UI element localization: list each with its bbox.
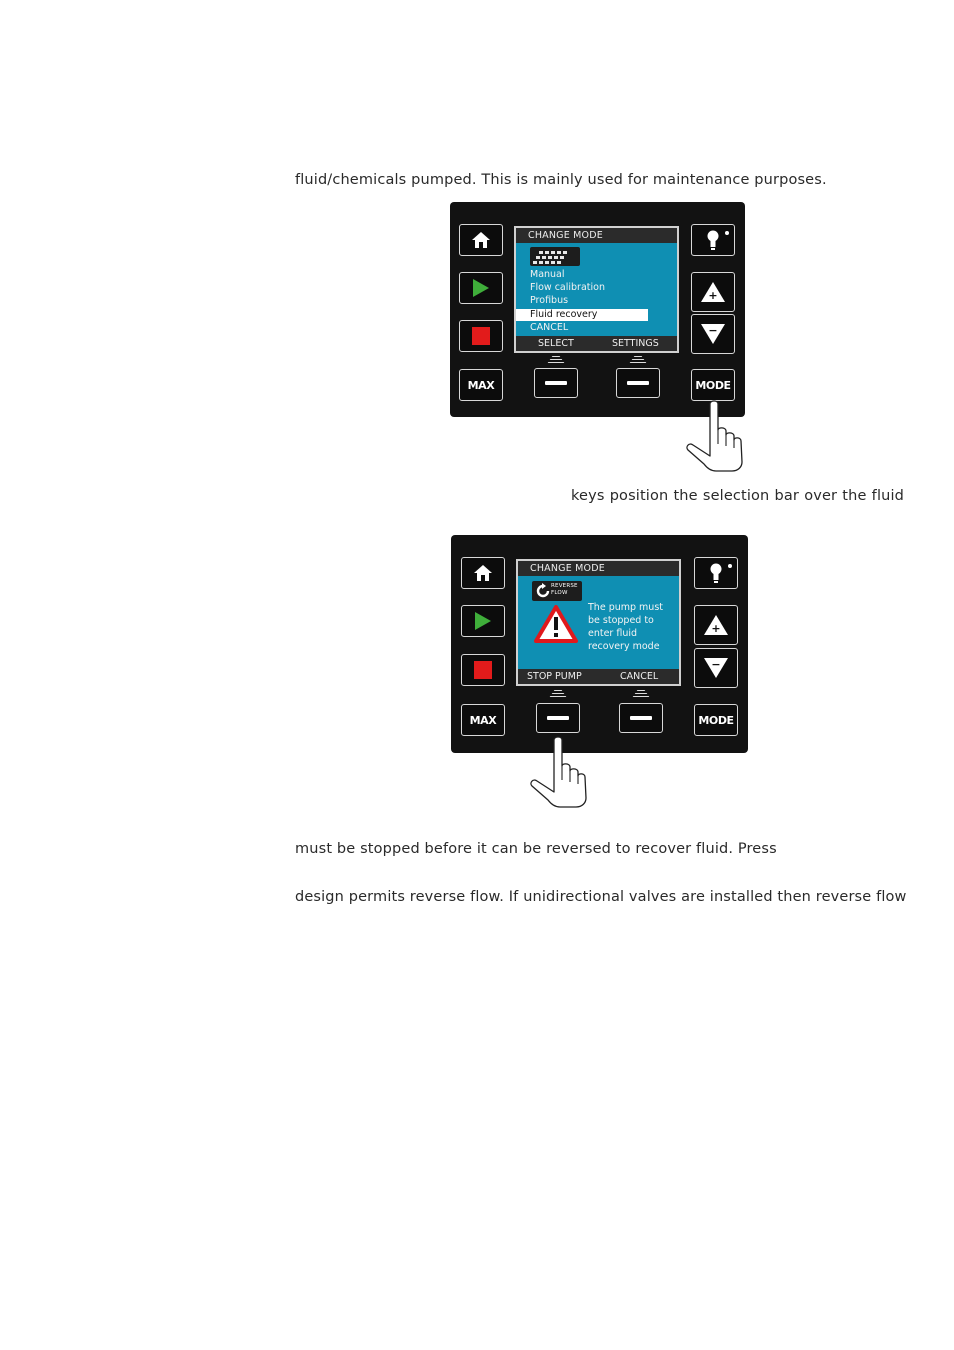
info-button[interactable] <box>691 224 735 256</box>
reverse-flow-label: REVERSE FLOW <box>551 583 578 596</box>
play-icon <box>472 278 490 298</box>
menu-item-flow-calibration[interactable]: Flow calibration <box>530 282 605 293</box>
pointing-hand-icon <box>524 736 594 808</box>
menu-item-profibus[interactable]: Profibus <box>530 295 569 306</box>
softkey-labels <box>516 336 677 351</box>
softkey-indicator-right <box>629 356 647 364</box>
stop-icon <box>472 327 490 345</box>
minus-sign: − <box>711 658 721 671</box>
home-button[interactable] <box>461 557 505 589</box>
screen-header: CHANGE MODE <box>518 561 679 576</box>
softkey-label-right: SETTINGS <box>612 338 659 349</box>
indicator-led <box>728 564 732 568</box>
pump-keypad-panel-1 <box>450 202 745 417</box>
info-bulb-icon <box>706 230 720 250</box>
softkey-indicator-left <box>547 356 565 364</box>
start-button[interactable] <box>461 605 505 637</box>
home-button[interactable] <box>459 224 503 256</box>
dash-icon <box>547 716 569 720</box>
increase-button[interactable] <box>694 605 738 645</box>
info-button[interactable] <box>694 557 738 589</box>
paragraph-line-4: design permits reverse flow. If unidirectional valves are installed then reverse flow <box>295 889 907 905</box>
pump-keypad-panel-2 <box>451 535 748 753</box>
dash-icon <box>630 716 652 720</box>
paragraph-line-2: keys position the selection bar over the fluid <box>571 488 904 504</box>
warning-message-line-4: recovery mode <box>588 641 660 652</box>
reverse-flow-icon <box>535 583 551 599</box>
softkey-indicator-right <box>632 690 650 698</box>
paragraph-line-3: must be stopped before it can be reversed to recover fluid. Press <box>295 841 777 857</box>
stop-icon <box>474 661 492 679</box>
down-arrow-icon <box>700 323 726 345</box>
menu-item-cancel[interactable]: CANCEL <box>530 322 569 333</box>
warning-message-line-1: The pump must <box>588 602 663 613</box>
stop-button[interactable] <box>459 320 503 352</box>
mode-badge <box>530 247 580 266</box>
warning-message-line-3: enter fluid <box>588 628 638 639</box>
up-arrow-icon <box>700 281 726 303</box>
right-softkey-button[interactable] <box>616 368 660 398</box>
down-arrow-icon <box>703 657 729 679</box>
mode-button[interactable]: MODE <box>694 704 738 736</box>
paragraph-line-1: fluid/chemicals pumped. This is mainly used for maintenance purposes. <box>295 172 827 188</box>
mode-button[interactable]: MODE <box>691 369 735 401</box>
info-bulb-icon <box>709 563 723 583</box>
dash-icon <box>627 381 649 385</box>
menu-item-fluid-recovery-selected[interactable]: Fluid recovery <box>516 309 648 321</box>
max-button[interactable]: MAX <box>459 369 503 401</box>
stop-button[interactable] <box>461 654 505 686</box>
warning-message-line-2: be stopped to <box>588 615 654 626</box>
home-icon <box>473 564 493 582</box>
softkey-label-left: SELECT <box>538 338 574 349</box>
max-button[interactable]: MAX <box>461 704 505 736</box>
softkey-label-right: CANCEL <box>620 671 659 682</box>
decrease-button[interactable] <box>694 648 738 688</box>
display-screen <box>514 226 679 353</box>
play-icon <box>474 611 492 631</box>
indicator-led <box>725 231 729 235</box>
left-softkey-button[interactable] <box>534 368 578 398</box>
menu-item-manual[interactable]: Manual <box>530 269 565 280</box>
reverse-flow-badge <box>532 581 582 601</box>
keypad-grid-icon <box>530 247 580 266</box>
softkey-labels <box>518 669 679 684</box>
softkey-indicator-left <box>549 690 567 698</box>
start-button[interactable] <box>459 272 503 304</box>
warning-icon <box>534 605 578 643</box>
decrease-button[interactable] <box>691 314 735 354</box>
display-screen <box>516 559 681 686</box>
softkey-label-left: STOP PUMP <box>527 671 582 682</box>
screen-header: CHANGE MODE <box>516 228 677 243</box>
increase-button[interactable] <box>691 272 735 312</box>
dash-icon <box>545 381 567 385</box>
minus-sign: − <box>708 324 718 337</box>
plus-sign: + <box>708 289 718 302</box>
left-softkey-button[interactable] <box>536 703 580 733</box>
up-arrow-icon <box>703 614 729 636</box>
home-icon <box>471 231 491 249</box>
right-softkey-button[interactable] <box>619 703 663 733</box>
plus-sign: + <box>711 622 721 635</box>
pointing-hand-icon <box>680 400 750 472</box>
